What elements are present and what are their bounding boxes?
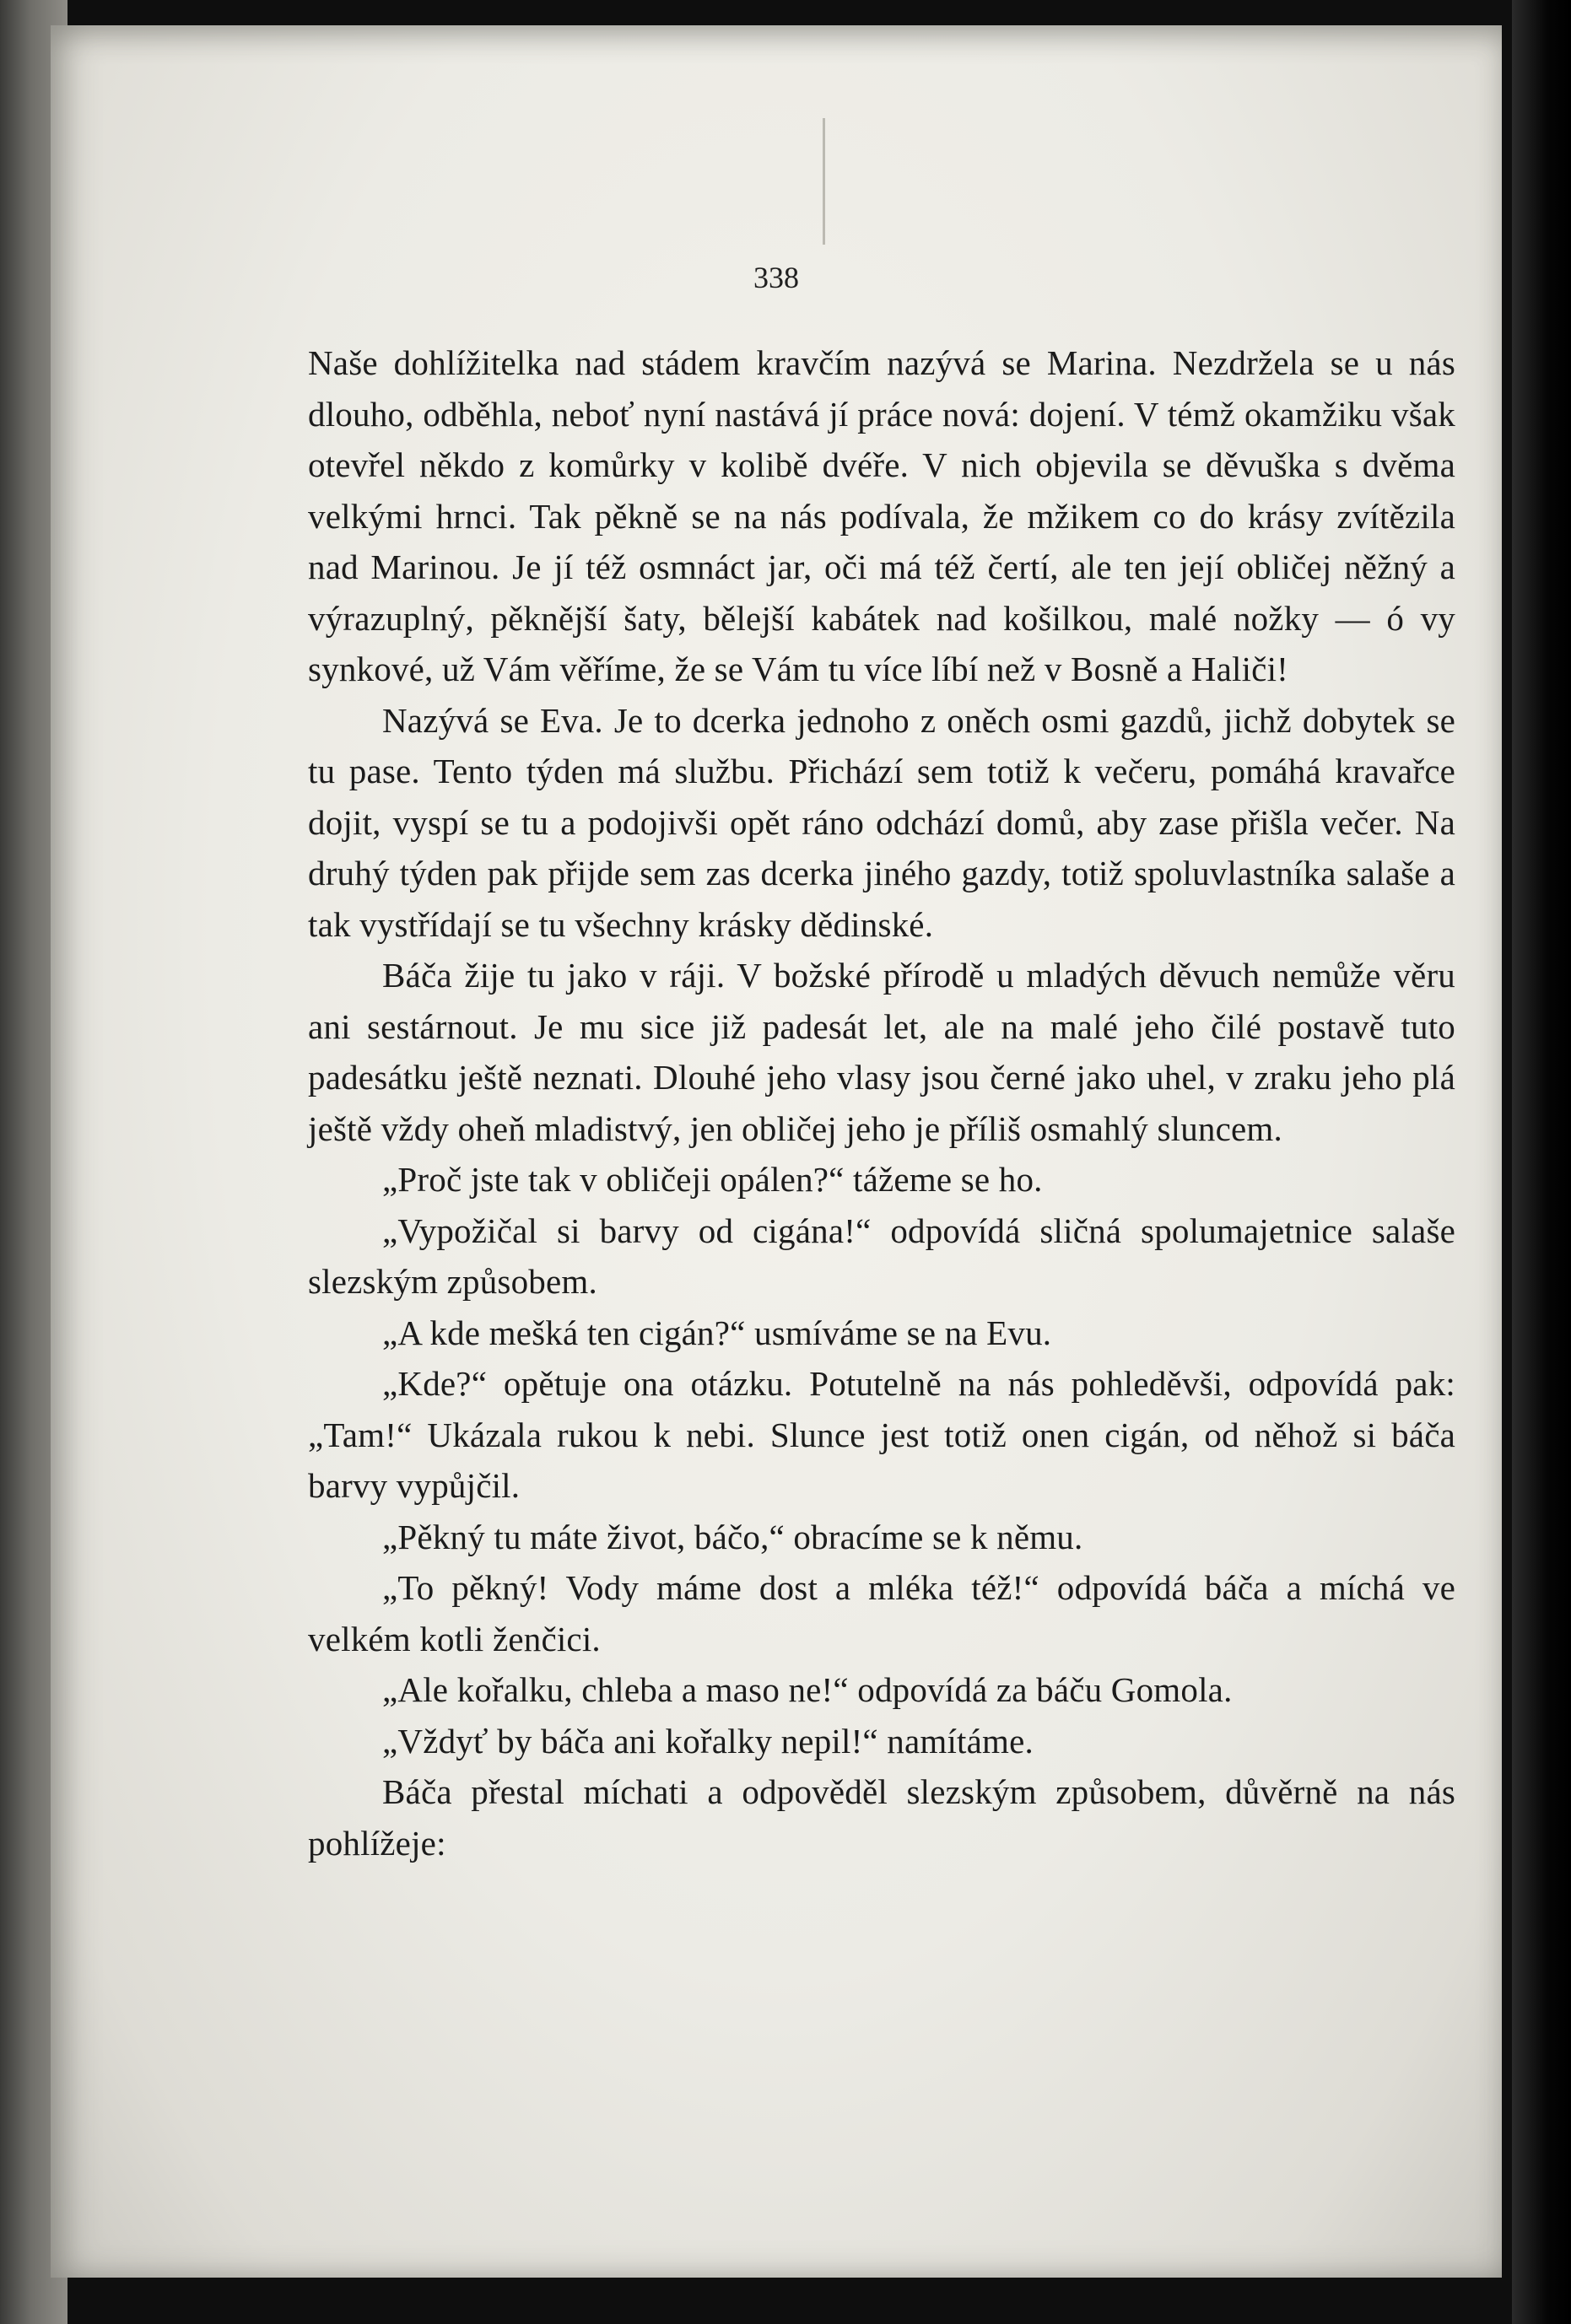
paragraph-3: Báča žije tu jako v ráji. V božské přírodě u mladých děvuch nemůže věru ani sestárnout. Je mu sice již padesát let, ale na malé jeho čilé postavě tuto padesátku ještě neznati. Dlouhé jeho vlasy jsou černé jako uhel, v zraku jeho plá ještě vždy oheň mladistvý, jen obličej jeho je příliš osmahlý sluncem.	[308, 956, 1455, 1148]
paragraph-7: „Kde?“ opětuje ona otázku. Potutelně na nás pohleděvši, odpovídá pak: „Tam!“ Ukázala rukou k nebi. Slunce jest totiž onen cigán, od něhož si báča barvy vypůjčil.	[308, 1364, 1455, 1505]
show-through-mark	[823, 118, 825, 245]
paragraph-10: „Ale kořalku, chleba a maso ne!“ odpovídá za báču Gomola.	[382, 1670, 1233, 1709]
book-page	[51, 25, 1502, 2278]
paragraph-2: Nazývá se Eva. Je to dcerka jednoho z oněch osmi gazdů, jichž dobytek se tu pase. Tento týden má službu. Přichází sem totiž k večeru, pomáhá kravařce dojit, vyspí se tu a podojivši opět ráno odchází domů, aby zase přišla večer. Na druhý týden pak přijde sem zas dcerka jiného gazdy, totiž spoluvlastníka salaše a tak vystřídají se tu všechny krásky dědinské.	[308, 700, 1455, 944]
page-body	[308, 337, 1455, 1868]
paragraph-11: „Vždyť by báča ani kořalky nepil!“ namítáme.	[382, 1721, 1034, 1761]
paragraph-12: Báča přestal míchati a odpověděl slezským způsobem, důvěrně na nás pohlížeje:	[308, 1772, 1455, 1863]
paragraph-8: „Pěkný tu máte život, báčo,“ obracíme se k němu.	[382, 1517, 1083, 1556]
paragraph-9: „To pěkný! Vody máme dost a mléka též!“ odpovídá báča a míchá ve velkém kotli ženčici.	[308, 1568, 1455, 1658]
page-number: 338	[753, 261, 799, 294]
paragraph-5: „Vypožičal si barvy od cigána!“ odpovídá sličná spolumajetnice salaše slezským způsobem.	[308, 1211, 1455, 1301]
paragraph-1: Naše dohlížitelka nad stádem kravčím nazývá se Marina. Nezdržela se u nás dlouho, odběhla, neboť nyní nastává jí práce nová: dojení. V témž okamžiku však otevřel někdo z komůrky v kolibě dvéře. V nich objevila se děvuška s dvěma velkými hrnci. Tak pěkně se na nás podívala, že mžikem co do krásy zvítězila nad Marinou. Je jí též osmnáct jar, oči má též čertí, ale ten její obličej něžný a výrazuplný, pěknější šaty, bělejší kabátek nad košilkou, malé nožky — ó vy synkové, už Vám věříme, že se Vám tu více líbí než v Bosně a Haliči!	[308, 343, 1455, 688]
paragraph-4: „Proč jste tak v obličeji opálen?“ tážeme se ho.	[382, 1160, 1043, 1199]
paragraph-6: „A kde mešká ten cigán?“ usmíváme se na Evu.	[382, 1313, 1052, 1352]
scan-right-edge	[1512, 0, 1571, 2324]
